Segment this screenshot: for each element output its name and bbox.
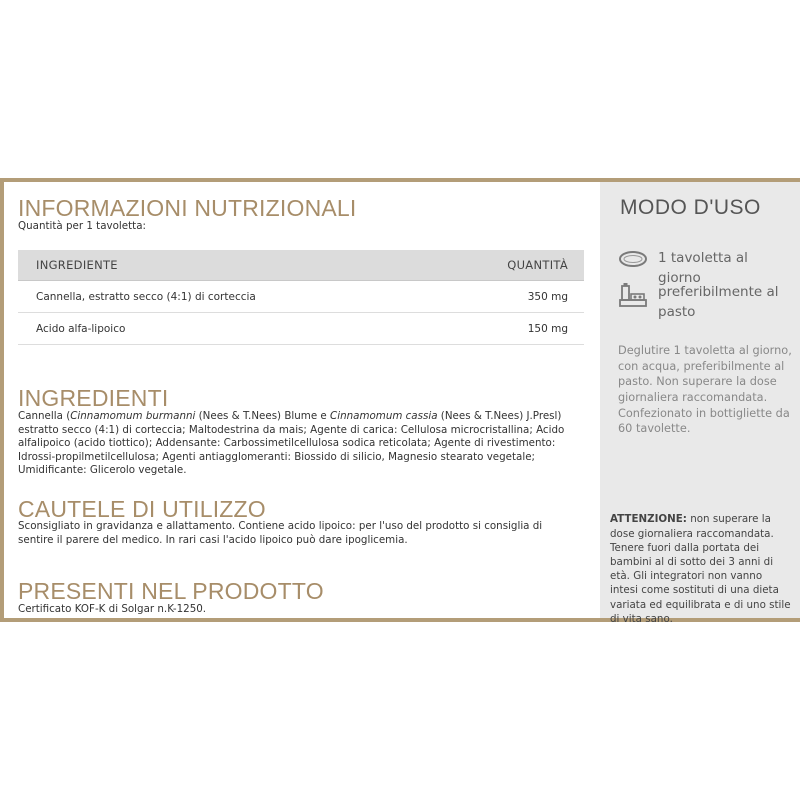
warning-label: ATTENZIONE: (610, 513, 687, 526)
left-column (18, 190, 588, 618)
present-title: PRESENTI NEL PRODOTTO (18, 578, 324, 604)
table-header (18, 250, 584, 281)
row-amount: 350 mg (527, 290, 568, 303)
quantity-note: Quantità per 1 tavoletta: (18, 220, 146, 232)
usage-item-text: preferibilmente al pasto (658, 284, 779, 320)
usage-description: Deglutire 1 tavoletta al giorno, con acqua, preferibilmente al pasto. Non superare la dose giornaliera raccomandata. Confezionato in bottigliette da 60 tavolette. (618, 344, 792, 436)
row-amount: 150 mg (527, 322, 568, 335)
cautions-text: Sconsigliato in gravidanza e allattamento. Contiene acido lipoico: per l'uso del prodotto si consiglia di sentire il parere del medico. In rari casi l'acido lipoico può dare ipoglicemia. (18, 520, 543, 546)
product-info-panel (0, 178, 800, 625)
table-row (18, 313, 584, 345)
header-quantity: QUANTITÀ (507, 258, 568, 272)
table-row (18, 281, 584, 313)
present-text: Certificato KOF-K di Solgar n.K-1250. (18, 603, 207, 615)
ingredients-text: Cannella (Cinnamomum burmanni (Nees & T.Nees) Blume e Cinnamomum cassia (Nees & T.Nees) J.Presl) estratto secco (4:1) di corteccia; Maltodestrina da mais; Agente di carica: Cellulosa microcristallina; Acido alfalipoico (acido tiottico); Addensante: Carbossimetilcellulosa sodica reticolata; Agente di rivestimento: Idrossi-propilmetilcellulosa; Agenti antiagglomeranti: Biossido di silicio, Magnesio stearato vegetale; Umidificante: Glicerolo vegetale. (18, 410, 565, 477)
species-name: Cinnamomum cassia (330, 410, 438, 422)
nutrition-title: INFORMAZIONI NUTRIZIONALI (18, 195, 357, 221)
meal-icon (618, 282, 648, 308)
species-name: Cinnamomum burmanni (70, 410, 196, 422)
ingredients-title: INGREDIENTI (18, 385, 169, 411)
usage-item-text: 1 tavoletta al giorno (658, 250, 748, 286)
cautions-title: CAUTELE DI UTILIZZO (18, 496, 266, 522)
warning-text: ATTENZIONE: non superare la dose giornaliera raccomandata. Tenere fuori dalla portata dei bambini al di sotto dei 3 anni di età. Gli integratori non vanno intesi come sostituti di una dieta variata ed equilibrata e di uno stile di vita sano. (610, 513, 791, 625)
nutrition-table (18, 250, 584, 345)
row-name: Cannella, estratto secco (4:1) di corteccia (36, 290, 256, 303)
tablet-icon (618, 248, 648, 274)
usage-item-meal (618, 282, 788, 322)
usage-sidebar (600, 182, 800, 625)
usage-title: MODO D'USO (620, 196, 761, 219)
header-ingredient: INGREDIENTE (36, 258, 118, 272)
row-name: Acido alfa-lipoico (36, 322, 126, 335)
